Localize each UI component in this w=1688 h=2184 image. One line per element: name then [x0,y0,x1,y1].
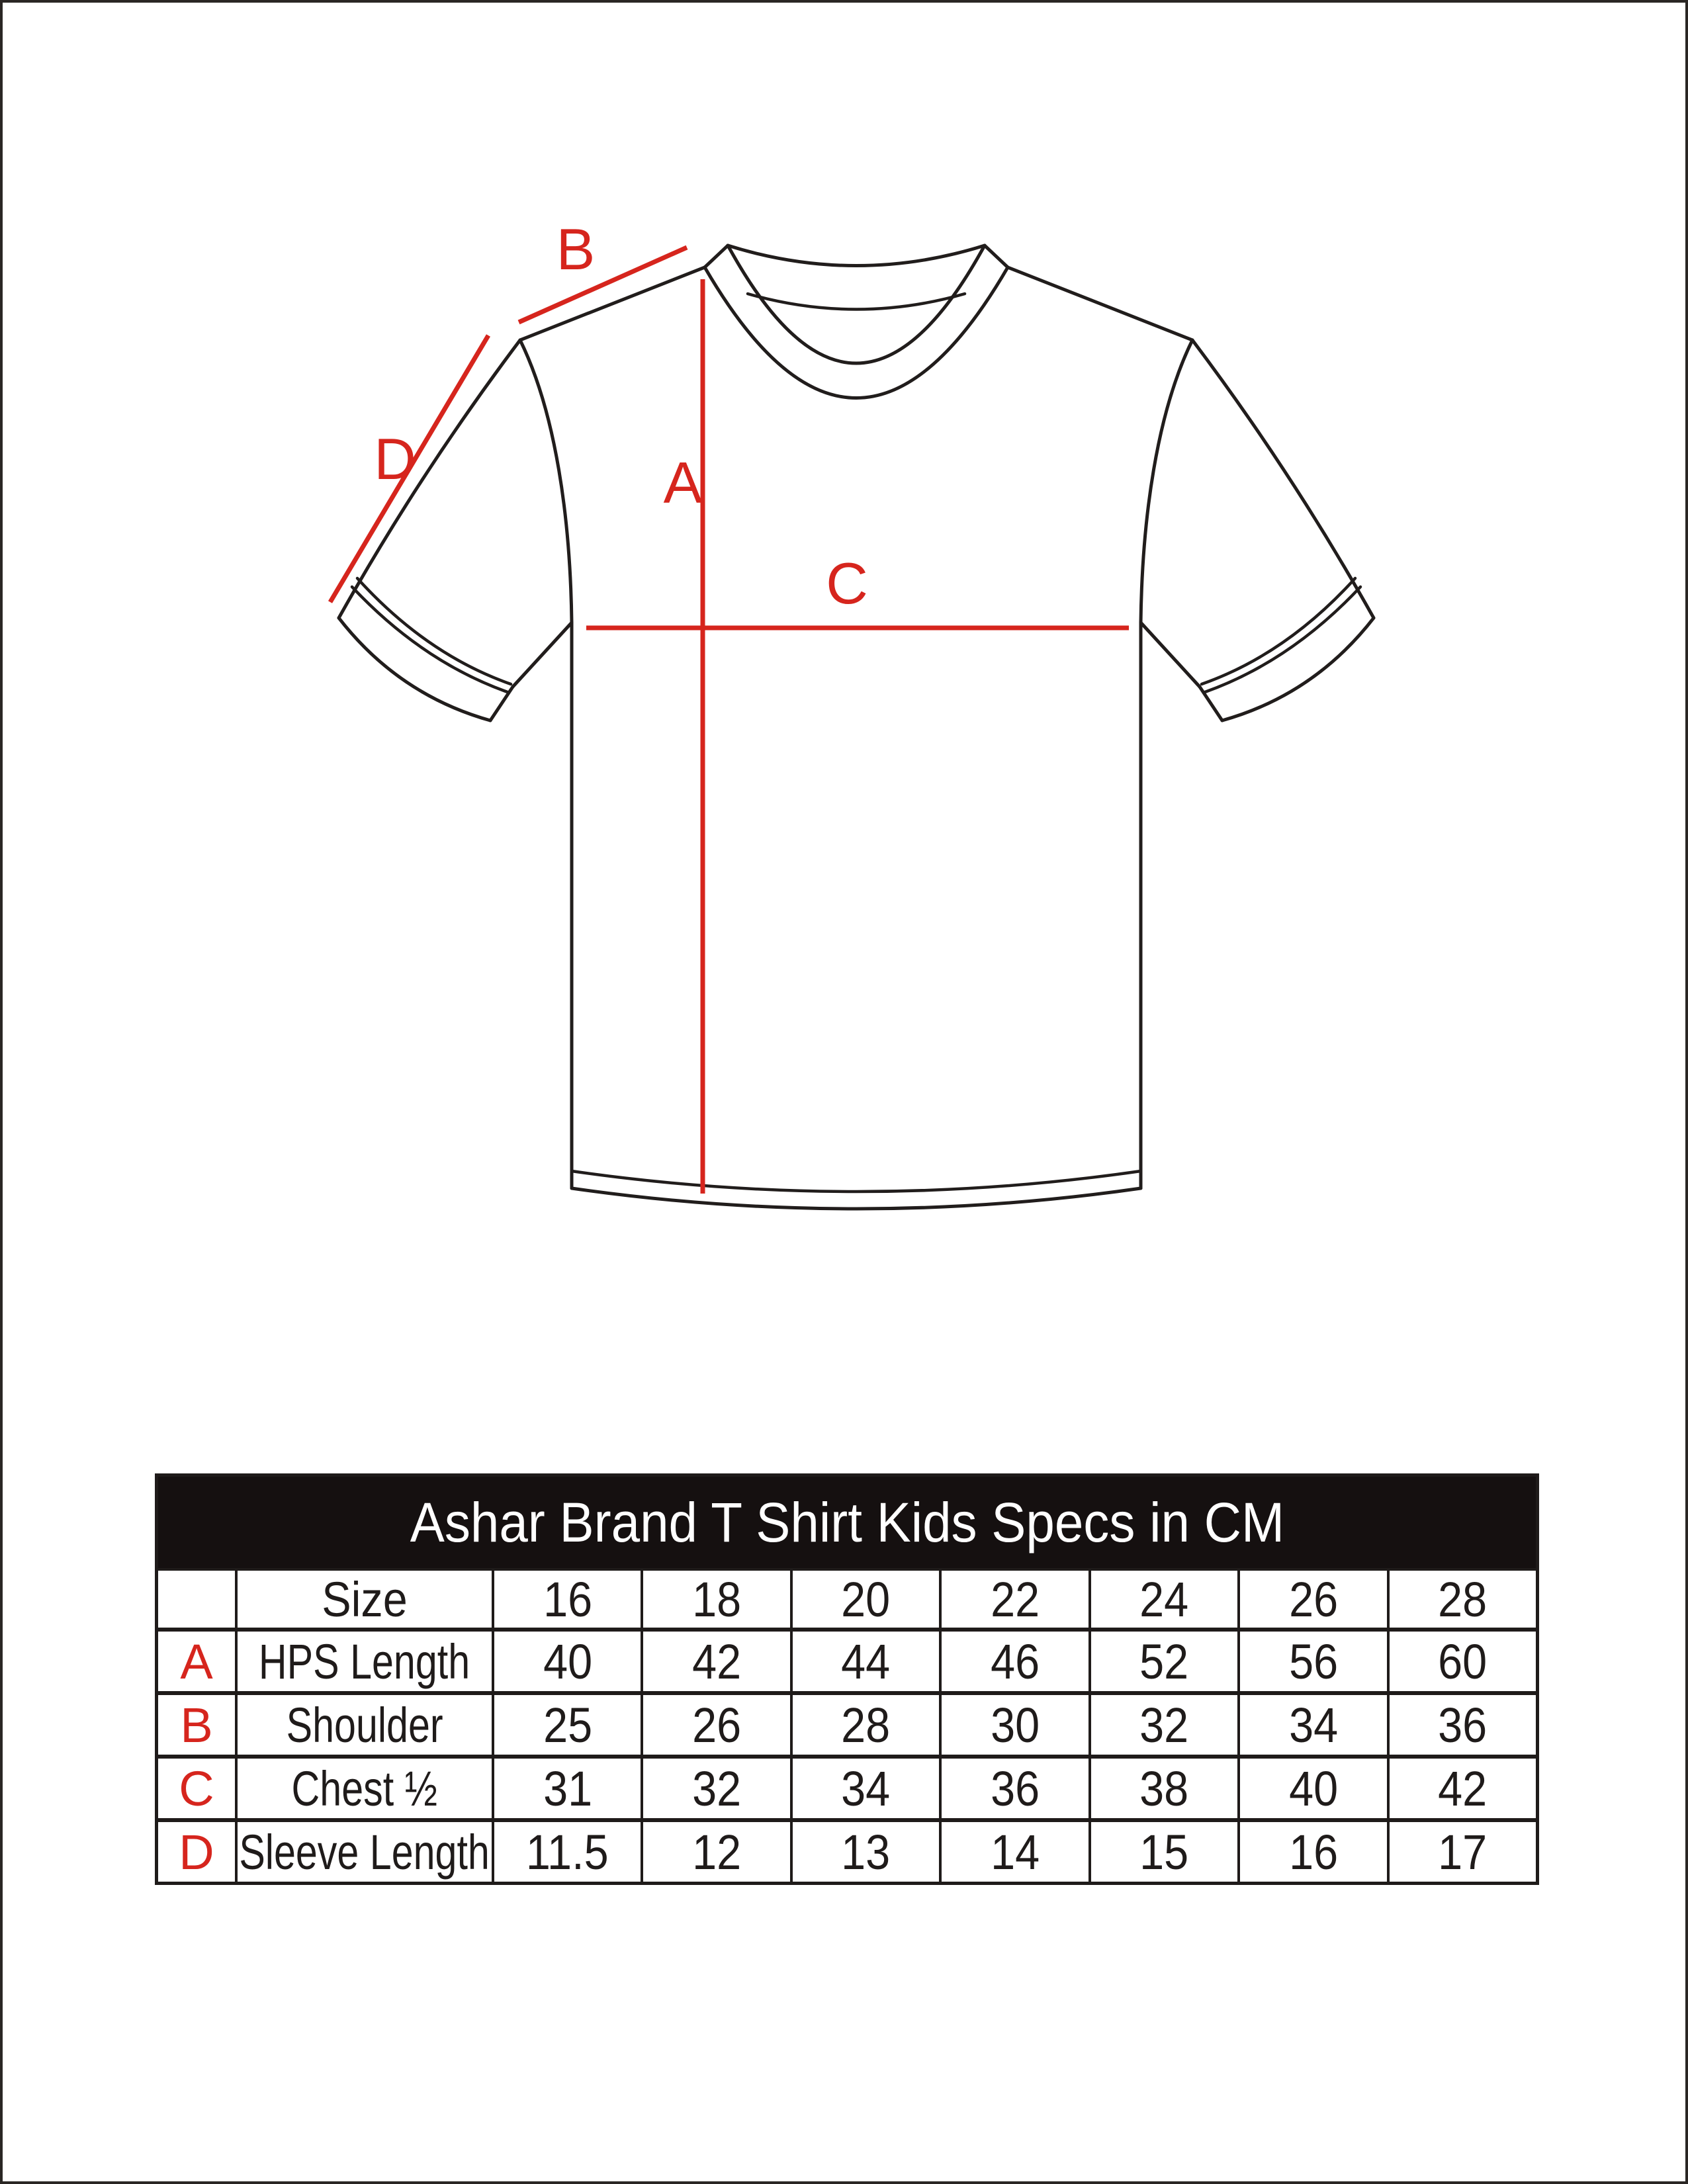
size-header-cell: Size [235,1571,492,1628]
row-letter: D [158,1822,235,1882]
value-cell: 28 [790,1695,939,1755]
size-col-header: 24 [1088,1571,1237,1628]
size-col-header: 26 [1237,1571,1386,1628]
label-c: C [826,550,868,616]
value-cell: 60 [1387,1632,1536,1691]
value-cell: 40 [492,1632,641,1691]
value-cell: 36 [939,1759,1088,1818]
table-title: Ashar Brand T Shirt Kids Specs in CM [410,1491,1284,1553]
row-label: Chest ½ [235,1759,492,1818]
value-cell: 17 [1387,1822,1536,1882]
table-title-bar [158,1477,1536,1568]
value-cell: 32 [641,1759,789,1818]
value-cell: 38 [1088,1759,1237,1818]
row-letter: C [158,1759,235,1818]
value-cell: 56 [1237,1632,1386,1691]
row-label: Sleeve Length [235,1822,492,1882]
table-row-chest [158,1755,1536,1818]
collar [705,245,1008,398]
value-cell: 14 [939,1822,1088,1882]
value-cell: 42 [641,1632,789,1691]
value-cell: 13 [790,1822,939,1882]
label-d: D [374,426,416,492]
value-cell: 32 [1088,1695,1237,1755]
right-sleeve [1141,340,1374,721]
value-cell: 16 [1237,1822,1386,1882]
value-cell: 42 [1387,1759,1536,1818]
value-cell: 12 [641,1822,789,1882]
size-col-header: 18 [641,1571,789,1628]
corner-cell [158,1571,235,1628]
value-cell: 15 [1088,1822,1237,1882]
value-cell: 26 [641,1695,789,1755]
row-label: HPS Length [235,1632,492,1691]
value-cell: 25 [492,1695,641,1755]
value-cell: 34 [1237,1695,1386,1755]
size-col-header: 22 [939,1571,1088,1628]
table-row-sleeve-length [158,1818,1536,1882]
table-header-row [158,1568,1536,1628]
right-shoulder-seam [1008,267,1192,340]
tshirt-outline [339,245,1374,1209]
size-col-header: 16 [492,1571,641,1628]
label-a: A [663,450,703,515]
table-row-hps-length [158,1628,1536,1691]
table-row-shoulder [158,1691,1536,1755]
row-label: Shoulder [235,1695,492,1755]
value-cell: 52 [1088,1632,1237,1691]
value-cell: 36 [1387,1695,1536,1755]
label-b: B [556,216,596,282]
body [572,623,1141,1209]
value-cell: 44 [790,1632,939,1691]
value-cell: 11.5 [492,1822,641,1882]
size-col-header: 28 [1387,1571,1536,1628]
value-cell: 34 [790,1759,939,1818]
spec-table [155,1473,1539,1885]
row-letter: A [158,1632,235,1691]
value-cell: 30 [939,1695,1088,1755]
value-cell: 46 [939,1632,1088,1691]
value-cell: 31 [492,1759,641,1818]
value-cell: 40 [1237,1759,1386,1818]
row-letter: B [158,1695,235,1755]
size-col-header: 20 [790,1571,939,1628]
